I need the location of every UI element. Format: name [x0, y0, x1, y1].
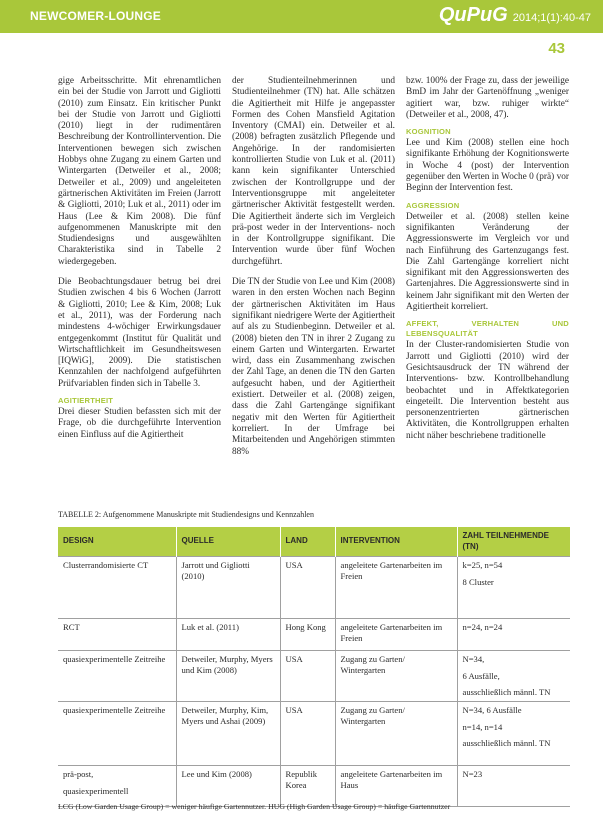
cell-participants — [457, 765, 570, 806]
cell-participants — [457, 651, 570, 702]
cell-text: Zugang zu Garten/ Wintergarten — [340, 654, 405, 675]
cell-source — [176, 701, 280, 765]
table-row — [58, 765, 570, 806]
body-paragraph: gige Arbeitsschritte. Mit ehrenamtlichen ein bei der Studie von Jarrott und Gigliotti (2010) zum Einsatz. Ein kritischer Punkt bei der Studie von Jarrott und Gigliotti (2010) liegt in der rudimentären Beschreibung der Kontrollintervention. Die Interventionen bewegen sich zwischen Hobbys ohne Zugang zu einem Garten und Wintergarten (Detweiler et al., 2008; Detweiler et al., 2009) und angeleiteten gärtnerischen Aktivitäten im Freien (Jarrott & Gigliotti, 2010; Luk et al., 2011) oder im Haus (Lee & Kim 2008). Die fünf aufgenommenen Manuskripte mit den Studiendesigns und ausgewählten Charakteristika sind in Tabelle 2 wiedergegeben. — [58, 76, 221, 267]
cell-text: 6 Ausfälle, — [462, 670, 500, 681]
cell-participants — [457, 701, 570, 765]
cell-source — [176, 765, 280, 806]
cell-text: Republik Korea — [285, 768, 318, 790]
cell-text: USA — [285, 704, 303, 715]
journal-name: QuPuG — [438, 4, 508, 26]
cell-source — [176, 651, 280, 702]
cell-intervention — [335, 619, 457, 651]
studies-table — [58, 527, 570, 807]
body-paragraph: In der Cluster-randomisierten Studie von Jarrott und Gigliotti (2010) wird der Gesichtsausdruck der TN während der Interventions- bzw. Kontrollbehandlung beobachtet und in Affektkategorien eingeteilt. Die Intervention besteht aus personenzentrierten gärtnerischen Aktivitäten, die Kontrollgruppen erhalten nicht näher beschriebene traditionelle — [406, 340, 569, 441]
cell-participants — [457, 619, 570, 651]
cell-source — [176, 619, 280, 651]
cell-text: angeleitete Gartenarbeiten im Freien — [340, 622, 443, 643]
section-heading: AGGRESSION — [406, 200, 460, 210]
cell-text: Luk et al. (2011) — [181, 622, 239, 633]
cell-text: prä-post, — [63, 768, 94, 779]
cell-text: N=23 — [462, 768, 483, 779]
journal-header — [439, 4, 591, 27]
cell-design — [58, 651, 176, 702]
table-header-row — [58, 527, 570, 557]
cell-text: n=14, n=14 — [462, 721, 503, 732]
cell-text: angeleitete Gartenarbeiten im Haus — [340, 768, 443, 790]
cell-text: k=25, n=54 — [462, 560, 503, 571]
table-row — [58, 701, 570, 765]
section-heading: AGITIERTHEIT — [58, 396, 114, 406]
cell-text: 8 Cluster — [462, 576, 494, 587]
cell-text: quasiexperimentelle Zeitreihe — [63, 654, 166, 665]
body-columns — [58, 76, 570, 496]
cell-design — [58, 557, 176, 619]
cell-country — [280, 557, 335, 619]
cell-source — [176, 557, 280, 619]
cell-country — [280, 619, 335, 651]
cell-text: N=34, 6 Ausfälle — [462, 704, 522, 715]
body-paragraph: Detweiler et al. (2008) stellen keine signifikanten Veränderung der Aggressionswerte im Vergleich vor und nach Einführung des Gartenzugangs fest. Die Zahl Gartengänge korreliert nicht signifikant mit den Aggressionswerten des Gartenjahres. Die Aggressionswerte sind in keinem Jahr signifikant mit den Werten der Agitiertheit korreliert. — [406, 211, 569, 313]
column-header-source: QUELLE — [176, 527, 280, 557]
column-header-design: DESIGN — [58, 527, 176, 557]
cell-text: n=24, n=24 — [462, 622, 503, 633]
cell-participants — [457, 557, 570, 619]
table-row — [58, 619, 570, 651]
cell-text: Clusterrandomisierte CT — [63, 560, 149, 571]
body-paragraph: der Studienteilnehmerinnen und Studienteilnehmer (TN) hat. Alle schätzen die Agitiertheit mit Hilfe je angepasster Formen des Cohen Mansfield Agitation Inventory (CMAI) ein. Detweiler et al. (2008) befragten zusätzlich Pflegende und Angehörige. In der randomisierten kontrollierten Studie von Luk et al. (2011) kann kein signifikanter Unterschied zwischen der Kontrollgruppe und der Interventionsgruppe mit angeleiteter gärtnerischer Aktivität festgestellt werden. Die Agitiertheit änderte sich im Vergleich prä-post weder in der Interventions- noch in der Kontrollgruppe signifikant. Die Intervention wurde über fünf Wochen durchgeführt. — [232, 76, 395, 267]
cell-text: Lee und Kim (2008) — [181, 768, 252, 779]
column-header-country: LAND — [280, 527, 335, 557]
cell-text: USA — [285, 560, 303, 571]
body-paragraph: bzw. 100% der Frage zu, dass der jeweilige BmD im Jahr der Gartenöffnung „weniger agitiert war, bzw. ruhiger wirkte“ (Detweiler et al., 2008, 47). — [406, 76, 569, 120]
page-number: 43 — [548, 40, 565, 57]
column-header-participants: ZAHL TEILNEHMENDE (TN) — [457, 527, 570, 557]
cell-text: Zugang zu Garten/ Wintergarten — [340, 704, 405, 726]
cell-intervention — [335, 765, 457, 806]
cell-text: N=34, — [462, 654, 485, 665]
cell-intervention — [335, 557, 457, 619]
cell-design — [58, 619, 176, 651]
body-paragraph: Lee und Kim (2008) stellen eine hoch signifikante Erhöhung der Kognitionswerte in Woche 4 (post) der Intervention gegenüber den Werten in Woche 0 (prä) vor Beginn der Intervention fest. — [406, 138, 569, 194]
section-label: NEWCOMER-LOUNGE — [30, 9, 161, 23]
cell-text: quasiexperimentelle Zeitreihe — [63, 704, 166, 715]
cell-design — [58, 701, 176, 765]
table-row — [58, 557, 570, 619]
text-column-1 — [58, 76, 221, 496]
cell-intervention — [335, 701, 457, 765]
table-caption: TABELLE 2: Aufgenommene Manuskripte mit Studiendesigns und Kennzahlen — [58, 510, 314, 519]
cell-text: ausschließlich männl. TN — [462, 687, 551, 698]
body-paragraph: Drei dieser Studien befassten sich mit der Frage, ob die durchgeführte Intervention einen Einfluss auf die Agitiertheit — [58, 407, 221, 440]
text-column-3 — [406, 76, 569, 496]
cell-country — [280, 701, 335, 765]
section-heading: AFFEKT, VERHALTEN UND LEBENSQUALITÄT — [406, 319, 569, 339]
cell-text: USA — [285, 654, 303, 665]
cell-text: Hong Kong — [285, 622, 326, 633]
table-row — [58, 651, 570, 702]
cell-text: Jarrott und Gigliotti (2010) — [181, 560, 250, 581]
cell-text: RCT — [63, 622, 80, 633]
cell-text: ausschließlich männl. TN — [462, 738, 551, 749]
section-heading: KOGNITION — [406, 127, 451, 137]
cell-country — [280, 651, 335, 702]
cell-text: quasiexperimentell — [63, 785, 129, 796]
cell-design — [58, 765, 176, 806]
cell-text: Detweiler, Murphy, Kim, Myers und Ashai (2009) — [181, 704, 269, 726]
cell-country — [280, 765, 335, 806]
body-paragraph: Die Beobachtungsdauer betrug bei drei Studien zwischen 4 bis 6 Wochen (Jarrott & Gigliotti, 2010; Lee & Kim, 2008; Luk et al., 2011), was der Forderung nach mindestens 4-wöchiger Erwirkungsdauer entgegenkommt (Institut für Qualität und Wirtschaftlichkeit im Gesundheitswesen [IQWiG], 2009). Die statistischen Kennzahlen der nachfolgend aufgeführten Prüfvariablen finden sich in Tabelle 3. — [58, 277, 221, 389]
text-column-2 — [232, 76, 395, 496]
body-paragraph: Die TN der Studie von Lee und Kim (2008) waren in den ersten Wochen nach Beginn der gärtnerischen Aktivitäten im Haus signifikant niedrigere Werte der Agitiertheit auf als zu Studienbeginn. Detweiler et al. (2008) bieten den TN in ihrer 2 Zugang zu einem Garten und Wintergarten. Erwartet wird, dass ein Zusammenhang zwischen der Zahl Tage, an denen die TN den Garten aufgesucht haben, und der Agitiertheit existiert. Detweiler et al. (2008) zeigen, dass die Zahl Gartengänge signifikant negativ mit den Werten für Agitiertheit korreliert. In der Umfrage bei Mitarbeitenden und Angehörigen stimmten 88% — [232, 277, 396, 457]
cell-intervention — [335, 651, 457, 702]
cell-text: angeleitete Gartenarbeiten im Freien — [340, 560, 443, 581]
cell-text: Detweiler, Murphy, Myers und Kim (2008) — [181, 654, 273, 675]
journal-citation: 2014;1(1):40-47 — [512, 12, 591, 24]
column-header-intervention: INTERVENTION — [335, 527, 457, 557]
table-footnote: LCG (Low Garden Usage Group) = weniger häufige Gartennutzer. HUG (High Garden Usage Group) = häufige Gartennutzer — [58, 802, 451, 811]
